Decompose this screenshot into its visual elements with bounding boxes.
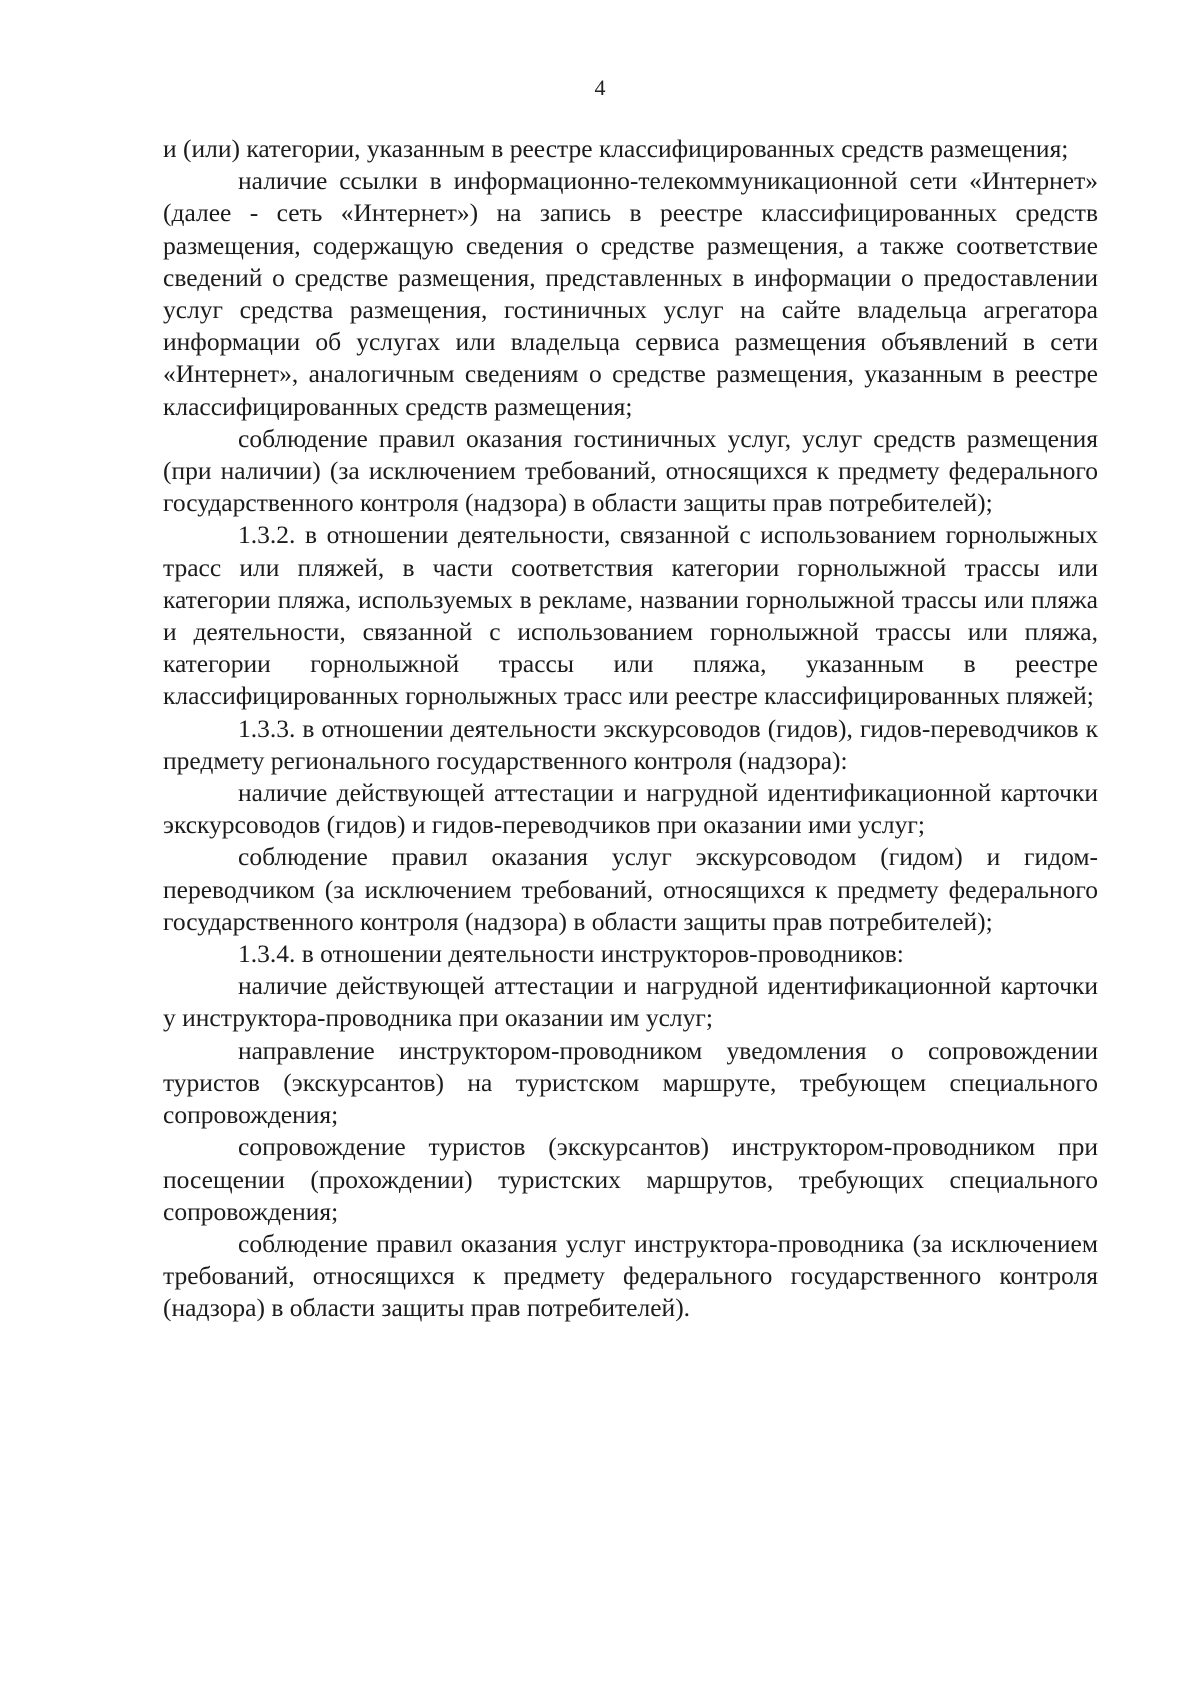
paragraph: направление инструктором-проводником уведомления о сопровождении туристов (экскурсантов) на туристском маршруте, требующем специального сопровождения; bbox=[163, 1035, 1098, 1130]
paragraph: наличие действующей аттестации и нагрудной идентификационной карточки у инструктора-проводника при оказании им услуг; bbox=[163, 971, 1098, 1033]
paragraph: наличие ссылки в информационно-телекоммуникационной сети «Интернет» (далее - сеть «Интернет») на запись в реестре классифицированных средств размещения, содержащую сведения о средстве размещения, а также соответствие сведений о средстве размещения, представленных в информации о предоставлении услуг средства размещения, гостиничных услуг на сайте владельца агрегатора информации об услугах или владельца сервиса размещения объявлений в сети «Интернет», аналогичным сведениям о средстве размещения, указанным в реестре классифицированных средств размещения; bbox=[163, 166, 1098, 421]
paragraph: и (или) категории, указанным в реестре классифицированных средств размещения; bbox=[163, 134, 1069, 163]
paragraph: соблюдение правил оказания гостиничных услуг, услуг средств размещения (при наличии) (за исключением требований, относящихся к предмету федерального государственного контроля (надзора) в области защиты прав потребителей); bbox=[163, 423, 1098, 518]
paragraph: соблюдение правил оказания услуг экскурсоводом (гидом) и гидом-переводчиком (за исключением требований, относящихся к предмету федерального государственного контроля (надзора) в области защиты прав потребителей); bbox=[163, 842, 1098, 936]
paragraph: 1.3.3. в отношении деятельности экскурсоводов (гидов), гидов-переводчиков к предмету регионального государственного контроля (надзора): bbox=[163, 713, 1098, 775]
paragraph: наличие действующей аттестации и нагрудной идентификационной карточки экскурсоводов (гидов) и гидов-переводчиков при оказании ими услуг; bbox=[163, 778, 1098, 840]
document-body bbox=[163, 133, 1098, 1325]
paragraph: сопровождение туристов (экскурсантов) инструктором-проводником при посещении (прохождении) туристских маршрутов, требующих специального сопровождения; bbox=[163, 1132, 1098, 1226]
paragraph: 1.3.4. в отношении деятельности инструкторов-проводников: bbox=[238, 939, 904, 969]
paragraph: соблюдение правил оказания услуг инструктора-проводника (за исключением требований, относящихся к предмету федерального государственного контроля (надзора) в области защиты прав потребителей). bbox=[163, 1228, 1098, 1323]
page-number: 4 bbox=[594, 75, 606, 100]
paragraph: 1.3.2. в отношении деятельности, связанной с использованием горнолыжных трасс или пляжей, в части соответствия категории горнолыжной трассы или категории пляжа, используемых в рекламе, названии горнолыжной трассы или пляжа и деятельности, связанной с использованием горнолыжной трассы или пляжа, категории горнолыжной трассы или пляжа, указанным в реестре классифицированных горнолыжных трасс или реестре классифицированных пляжей; bbox=[163, 520, 1098, 711]
